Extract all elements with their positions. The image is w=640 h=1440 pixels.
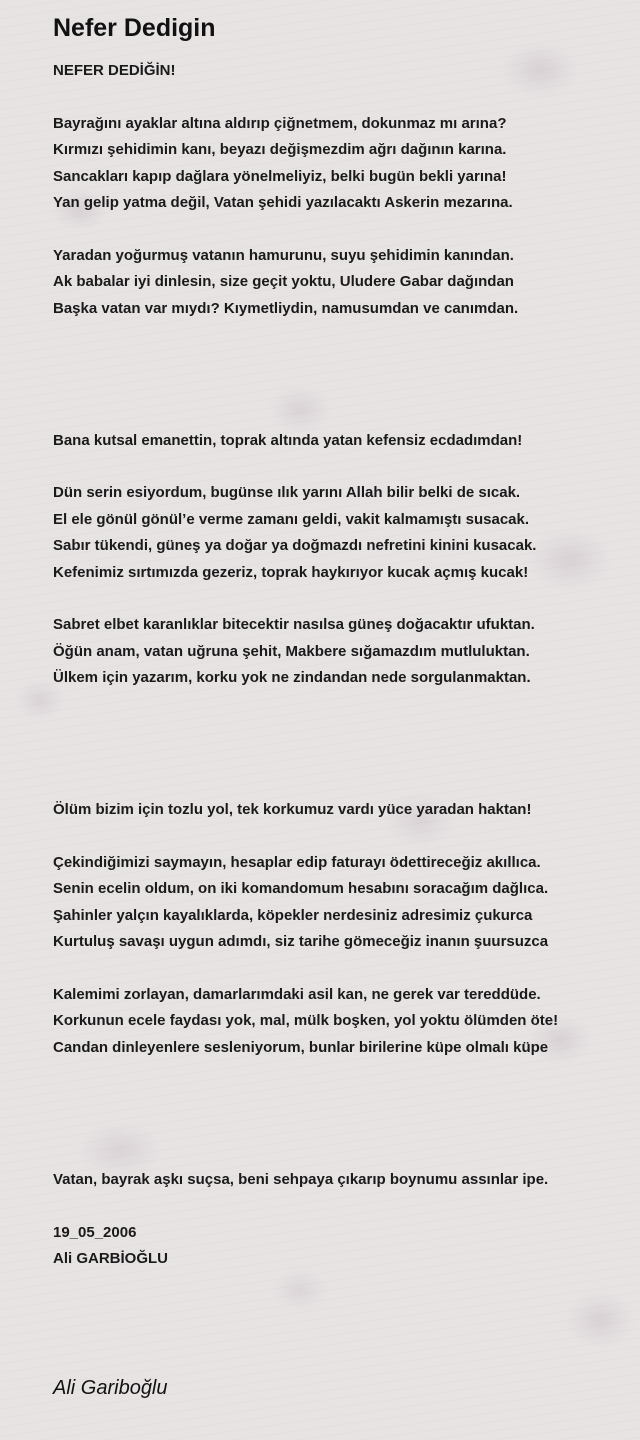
author-signature: Ali Gariboğlu (53, 1377, 168, 1399)
poem-line: Yan gelip yatma değil, Vatan şehidi yazılacaktı Askerin mezarına. (53, 194, 513, 212)
poem-line (53, 771, 633, 797)
poem-line: Başka vatan var mıydı? Kıymetliydin, namusumdan ve canımdan. (53, 299, 519, 317)
poem-line (53, 322, 633, 348)
poem-line: Kalemimi zorlayan, damarlarımdaki asil kan, ne gerek var tereddüde. (53, 986, 541, 1003)
poem-line: Şahinler yalçın kayalıklarda, köpekler nerdesiniz adresimiz çukurca (53, 906, 533, 924)
poem-line: Kırmızı şehidimin kanı, beyazı değişmezdim ağrı dağının karına. (53, 141, 507, 159)
poem-line: Ak babalar iyi dinlesin, size geçit yoktu, Uludere Gabar dağından (53, 273, 514, 291)
poem-line (53, 84, 633, 110)
poem-line: Sabır tükendi, güneş ya doğar ya doğmazdı nefretini kinini kusacak. (53, 537, 537, 555)
poem-line (53, 1088, 633, 1114)
poem-line: Candan dinleyenlere sesleniyorum, bunlar birilerine küpe olmalı küpe (53, 1038, 549, 1056)
poem-line: Yaradan yoğurmuş vatanın hamurunu, suyu şehidimin kanından. (53, 246, 514, 264)
poem-line: Korkunun ecele faydası yok, mal, mülk boşken, yol yoktu ölümden öte! (53, 1012, 559, 1030)
poem-line: Ülkem için yazarım, korku yok ne zindandan nede sorgulanmaktan. (53, 669, 531, 687)
poem-line: Vatan, bayrak aşkı suçsa, beni sehpaya çıkarıp boynumu assınlar ipe. (53, 1170, 549, 1188)
poem-line: Çekindiğimizi saymayın, hesaplar edip faturayı ödettireceğiz akıllıca. (53, 853, 541, 871)
poem-line (53, 744, 633, 770)
poem-line: Öğün anam, vatan uğruna şehit, Makbere sığamazdım mutluluktan. (53, 642, 530, 660)
poem-line (53, 401, 633, 427)
poem-line (53, 956, 633, 982)
poem-line (53, 375, 633, 401)
poem-line: Ali GARBİOĞLU (53, 1249, 168, 1267)
poem-line (53, 692, 633, 718)
poem-line (53, 216, 633, 242)
poem-line: Bana kutsal emanettin, toprak altında yatan kefensiz ecdadımdan! (53, 431, 523, 449)
poem-page (53, 12, 633, 1272)
poem-line: Sancakları kapıp dağlara yönelmeliyiz, belki bugün bekli yarına! (53, 167, 507, 185)
poem-line (53, 1061, 633, 1087)
poem-line: NEFER DEDİĞİN! (53, 62, 176, 79)
poem-line (53, 824, 633, 850)
poem-line: Sabret elbet karanlıklar bitecektir nasılsa güneş doğacaktır ufuktan. (53, 616, 535, 634)
poem-line (53, 1140, 633, 1166)
poem-line (53, 348, 633, 374)
poem-line: Kurtuluş savaşı uygun adımdı, siz tarihe gömeceğiz inanın şuursuzca (53, 933, 549, 951)
poem-line: 19_05_2006 (53, 1223, 137, 1241)
poem-line (53, 1193, 633, 1219)
poem-line: Ölüm bizim için tozlu yol, tek korkumuz vardı yüce yaradan haktan! (53, 801, 532, 819)
poem-line: Kefenimiz sırtımızda gezeriz, toprak haykırıyor kucak açmış kucak! (53, 563, 529, 581)
poem-line (53, 586, 633, 612)
poem-line: Senin ecelin oldum, on iki komandomum hesabını soracağım dağlıca. (53, 880, 549, 898)
poem-title: Nefer Dedigin (53, 14, 216, 42)
poem-line: El ele gönül gönül’e verme zamanı geldi, vakit kalmamıştı susacak. (53, 510, 530, 528)
poem-line (53, 454, 633, 480)
poem-body (53, 58, 633, 1272)
poem-line: Dün serin esiyordum, bugünse ılık yarını Allah bilir belki de sıcak. (53, 484, 521, 502)
poem-line: Bayrağını ayaklar altına aldırıp çiğnetmem, dokunmaz mı arına? (53, 114, 507, 132)
poem-line (53, 1114, 633, 1140)
poem-line (53, 718, 633, 744)
